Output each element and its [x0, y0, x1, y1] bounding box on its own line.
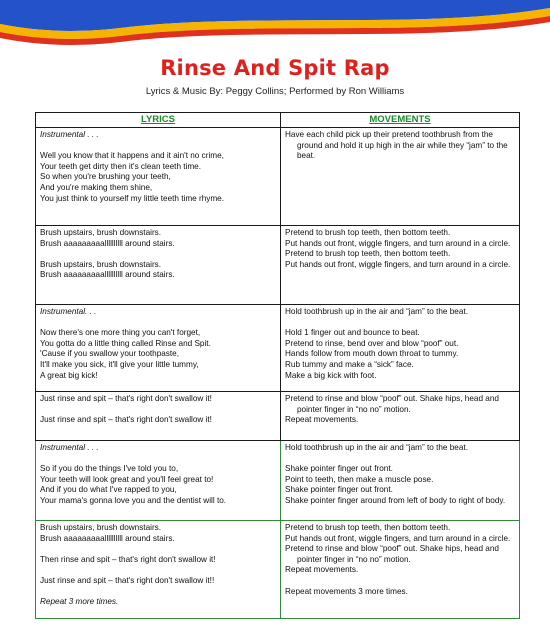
lyric-line: Brush upstairs, brush downstairs.	[40, 228, 162, 237]
movement-line: Make a big kick with foot.	[285, 370, 377, 380]
movement-line: Put hands out front, wiggle fingers, and turn around in a circle.	[285, 259, 511, 269]
lyrics-cell	[36, 441, 281, 521]
lyric-line: You gotta do a little thing called Rinse and Spit.	[40, 338, 211, 348]
movement-line: Hold 1 finger out and bounce to beat.	[285, 328, 420, 338]
movements-header: MOVEMENTS	[281, 113, 520, 128]
lyric-line: Instrumental . . .	[40, 130, 99, 139]
lyric-line: Instrumental. . .	[40, 307, 97, 316]
lyric-line: Brush aaaaaaaaallllllllll around stairs.	[40, 533, 175, 543]
spacer	[40, 141, 276, 152]
table-row	[36, 521, 520, 619]
lyric-line: And you're making them shine,	[40, 182, 153, 192]
lyrics-table	[35, 112, 520, 619]
movements-cell	[281, 128, 520, 226]
movements-cell	[281, 226, 520, 305]
lyrics-cell	[36, 226, 281, 305]
lyric-line: Just rinse and spit – that's right don't swallow it!!	[40, 575, 215, 585]
lyric-line: So if you do the things I've told you to,	[40, 464, 179, 474]
lyrics-cell	[36, 521, 281, 619]
spacer	[285, 454, 515, 465]
table-row	[36, 226, 520, 305]
movement-line: Pretend to brush top teeth, then bottom teeth.	[285, 228, 451, 237]
movement-line: Pretend to rinse and blow “poof” out. Shake hips, head and pointer finger in “no no” motion.	[285, 394, 499, 414]
lyric-line: Just rinse and spit – that's right don't swallow it!	[40, 415, 212, 425]
spacer	[40, 544, 276, 555]
movements-cell	[281, 521, 520, 619]
lyrics-cell	[36, 305, 281, 392]
movements-cell	[281, 305, 520, 392]
movement-line: Pretend to rinse, bend over and blow “poof” out.	[285, 338, 459, 348]
lyric-line: Your teeth will look great and you'll feel great to!	[40, 474, 214, 484]
movement-line: Pretend to rinse and blow “poof” out. Shake hips, head and pointer finger in “no no” motion.	[285, 544, 499, 564]
lyric-line: Your mama's gonna love you and the dentist will to.	[40, 495, 227, 505]
lyric-line: Brush upstairs, brush downstairs.	[40, 523, 162, 532]
movement-line: Have each child pick up their pretend toothbrush from the ground and hold it up high in the air while they “jam” to the beat.	[285, 130, 508, 161]
lyric-line: Well you know that it happens and it ain't no crime,	[40, 151, 224, 161]
spacer	[40, 318, 276, 329]
lyric-line: Repeat 3 more times.	[40, 597, 119, 607]
movement-line: Pretend to brush top teeth, then bottom teeth.	[285, 249, 451, 259]
movement-line: Repeat movements.	[285, 415, 359, 425]
lyric-line: A great big kick!	[40, 370, 98, 380]
movement-line: Put hands out front, wiggle fingers, and turn around in a circle.	[285, 238, 511, 248]
lyric-line: Brush upstairs, brush downstairs.	[40, 259, 162, 269]
table-row	[36, 305, 520, 392]
movement-line: Point to teeth, then make a muscle pose.	[285, 474, 434, 484]
lyric-line: And if you do what I've rapped to you,	[40, 485, 177, 495]
table-row	[36, 128, 520, 226]
lyric-line: Just rinse and spit – that's right don't swallow it!	[40, 394, 212, 403]
lyric-line: You just think to yourself my little teeth time rhyme.	[40, 193, 224, 203]
spacer	[40, 454, 276, 465]
lyric-line: So when you're brushing your teeth,	[40, 172, 171, 182]
movement-line: Hold toothbrush up in the air and “jam” to the beat.	[285, 443, 468, 452]
lyric-line: Brush aaaaaaaaallllllllll around stairs.	[40, 270, 175, 280]
header-row	[36, 113, 520, 128]
spacer	[40, 405, 276, 416]
movement-line: Repeat movements.	[285, 565, 359, 575]
lyrics-header: LYRICS	[36, 113, 281, 128]
movements-cell	[281, 441, 520, 521]
movement-line: Hands follow from mouth down throat to tummy.	[285, 349, 459, 359]
spacer	[285, 318, 515, 329]
lyric-line: 'Cause if you swallow your toothpaste,	[40, 349, 180, 359]
credits-line: Lyrics & Music By: Peggy Collins; Performed by Ron Williams	[145, 86, 405, 97]
spacer	[40, 565, 276, 576]
lyrics-cell	[36, 392, 281, 441]
lyric-line: Your teeth get dirty then it's clean teeth time.	[40, 161, 202, 171]
page-title: Rinse And Spit Rap	[160, 56, 390, 80]
lyric-line: It'll make you sick, it'll give your little tummy,	[40, 359, 199, 369]
lyric-line: Then rinse and spit – that's right don't swallow it!	[40, 554, 216, 564]
spacer	[40, 249, 276, 260]
lyric-line: Brush aaaaaaaaallllllllll around stairs.	[40, 238, 175, 248]
table-row	[36, 392, 520, 441]
movement-line: Shake pointer finger around from left of body to right of body.	[285, 495, 506, 505]
movement-line: Repeat movements 3 more times.	[285, 586, 408, 596]
spacer	[285, 576, 515, 587]
lyric-line: Now there's one more thing you can't forget,	[40, 328, 201, 338]
header-banner	[0, 0, 550, 48]
movement-line: Put hands out front, wiggle fingers, and turn around in a circle.	[285, 533, 511, 543]
lyrics-cell	[36, 128, 281, 226]
movement-line: Rub tummy and make a “sick” face.	[285, 359, 414, 369]
table-row	[36, 441, 520, 521]
movement-line: Shake pointer finger out front.	[285, 485, 393, 495]
movement-line: Hold toothbrush up in the air and “jam” to the beat.	[285, 307, 468, 316]
movement-line: Shake pointer finger out front.	[285, 464, 393, 474]
movement-line: Pretend to brush top teeth, then bottom teeth.	[285, 523, 451, 532]
movements-cell	[281, 392, 520, 441]
spacer	[40, 587, 276, 598]
lyric-line: Instrumental . . .	[40, 443, 99, 452]
